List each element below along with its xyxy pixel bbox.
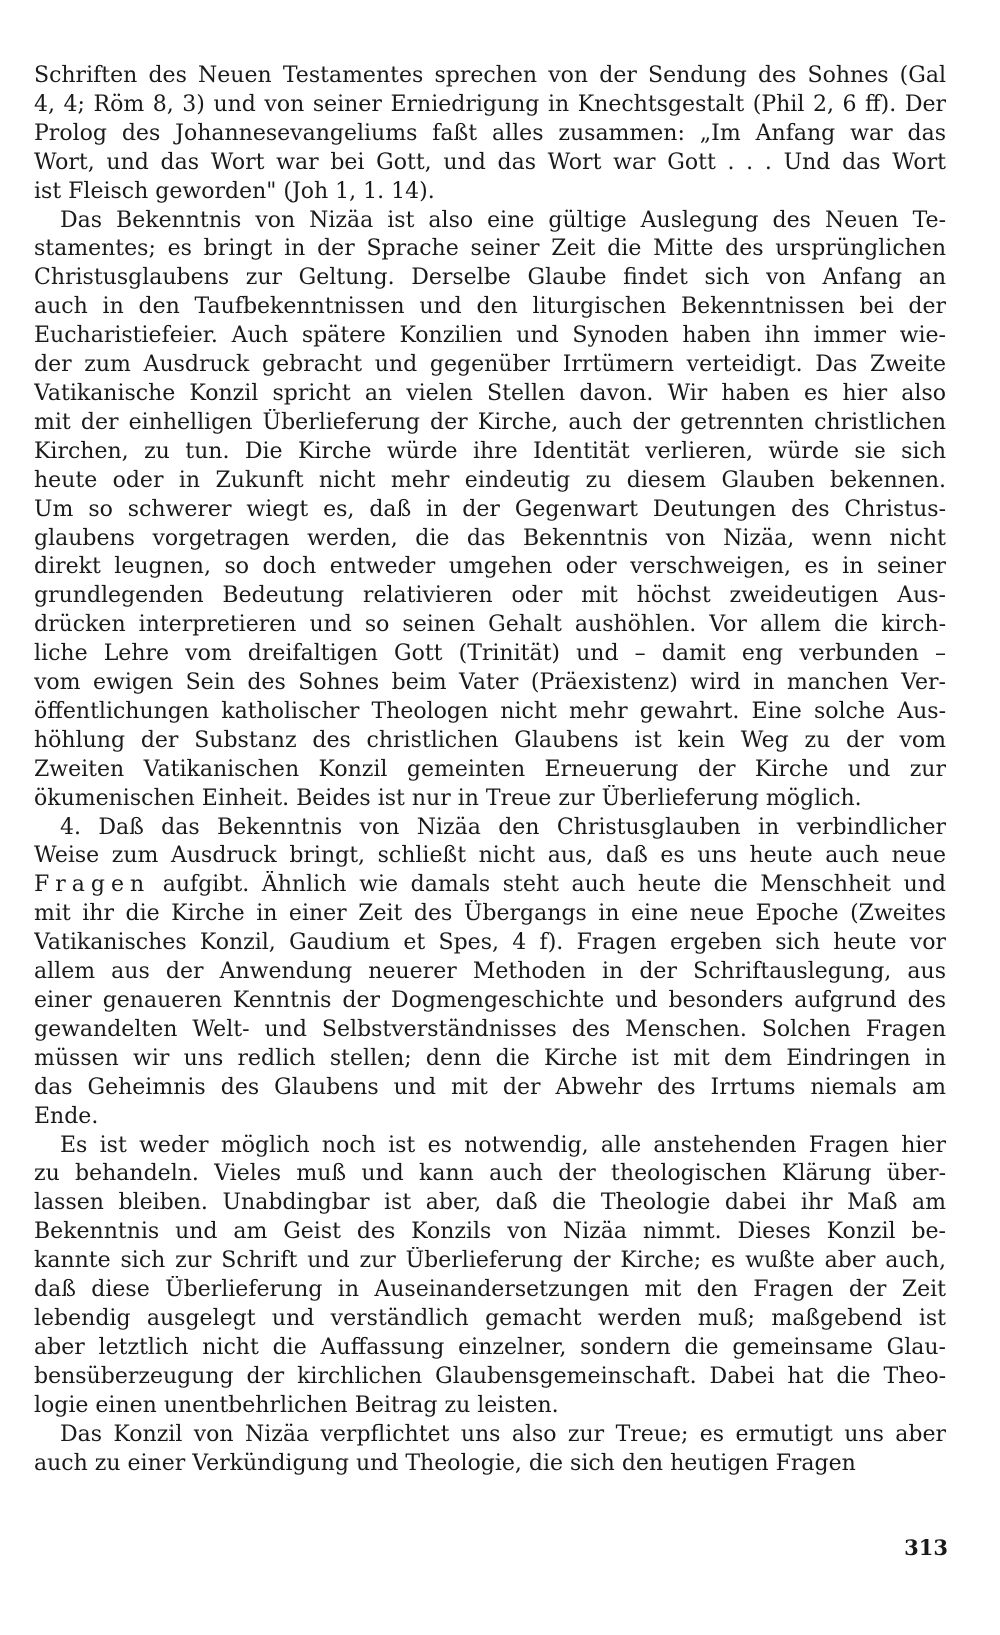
text-line: müssen wir uns redlich stellen; denn die Kirche ist mit dem Eindringen in [34, 1045, 946, 1071]
text-line: grundlegenden Bedeutung relativieren oder mit höchst zweideutigen Aus- [34, 583, 946, 609]
paragraph [34, 62, 946, 207]
text-line: auch zu einer Verkündigung und Theologie, die sich den heutigen Fragen [34, 1450, 856, 1476]
text-line: heute oder in Zukunft nicht mehr eindeutig zu diesem Glauben bekennen. [34, 467, 946, 493]
text-line: stamentes; es bringt in der Sprache seiner Zeit die Mitte des ursprünglichen [34, 236, 946, 262]
text-line: aber letztlich nicht die Auffassung einzelner, sondern die gemeinsame Glau- [34, 1334, 946, 1360]
paragraph [34, 814, 946, 1132]
text-line: daß diese Überlieferung in Auseinandersetzungen mit den Fragen der Zeit [34, 1277, 946, 1303]
text-line: Eucharistiefeier. Auch spätere Konzilien und Synoden haben ihn immer wie- [34, 323, 946, 349]
text-line: mit der einhelligen Überlieferung der Kirche, auch der getrennten christlichen [34, 409, 946, 435]
text-line: Christusglaubens zur Geltung. Derselbe Glaube findet sich von Anfang an [34, 265, 946, 291]
text-line: auch in den Taufbekenntnissen und den liturgischen Bekenntnissen bei der [34, 294, 946, 320]
text-line: logie einen unentbehrlichen Beitrag zu leisten. [34, 1392, 559, 1418]
text-line: ökumenischen Einheit. Beides ist nur in Treue zur Überlieferung möglich. [34, 785, 862, 811]
text-line: öffentlichungen katholischer Theologen nicht mehr gewahrt. Eine solche Aus- [34, 698, 946, 724]
page-number: 313 [904, 1535, 948, 1560]
text-line: Um so schwerer wiegt es, daß in der Gegenwart Deutungen des Christus- [34, 496, 946, 522]
text-line: 4, 4; Röm 8, 3) und von seiner Erniedrigung in Knechtsgestalt (Phil 2, 6 ff). Der [34, 91, 946, 117]
text-line: Zweiten Vatikanischen Konzil gemeinten Erneuerung der Kirche und zur [34, 756, 946, 782]
text-line: der zum Ausdruck gebracht und gegenüber Irrtümern verteidigt. Das Zweite [34, 352, 946, 378]
paragraph [34, 1132, 946, 1421]
text-line: ist Fleisch geworden" (Joh 1, 1. 14). [34, 178, 435, 204]
text-line: lassen bleiben. Unabdingbar ist aber, daß die Theologie dabei ihr Maß am [34, 1190, 946, 1216]
text-line: einer genaueren Kenntnis der Dogmengeschichte und besonders aufgrund des [34, 988, 946, 1013]
paragraph [34, 207, 946, 814]
text-line: Es ist weder möglich noch ist es notwendig, alle anstehenden Fragen hier [60, 1132, 946, 1158]
text-line: zu behandeln. Vieles muß und kann auch der theologischen Klärung über- [34, 1161, 946, 1187]
text-line: Weise zum Ausdruck bringt, schließt nicht aus, daß es uns heute auch neue [34, 843, 946, 869]
text-line: mit ihr die Kirche in einer Zeit des Übergangs in eine neue Epoche (Zweites [34, 901, 946, 927]
text-line: 4. Daß das Bekenntnis von Nizäa den Christusglauben in verbindlicher [60, 814, 946, 840]
text-line: höhlung der Substanz des christlichen Glaubens ist kein Weg zu der vom [34, 727, 946, 753]
document-page [34, 62, 946, 1478]
paragraph [34, 1421, 946, 1479]
text-line: liche Lehre vom dreifaltigen Gott (Trinität) und – damit eng verbunden – [34, 641, 946, 667]
text-line: das Geheimnis des Glaubens und mit der Abwehr des Irrtums niemals am [34, 1074, 946, 1100]
text-line: kannte sich zur Schrift und zur Überlieferung der Kirche; es wußte aber auch, [34, 1248, 946, 1274]
text-line: drücken interpretieren und so seinen Gehalt aushöhlen. Vor allem die kirch- [34, 612, 946, 638]
text-line: Das Bekenntnis von Nizäa ist also eine gültige Auslegung des Neuen Te- [60, 207, 946, 233]
text-line: Schriften des Neuen Testamentes sprechen von der Sendung des Sohnes (Gal [34, 63, 946, 88]
text-line: direkt leugnen, so doch entweder umgehen oder verschweigen, es in seiner [34, 554, 946, 580]
text-line: Bekenntnis und am Geist des Konzils von Nizäa nimmt. Dieses Konzil be- [34, 1219, 946, 1245]
text-line: lebendig ausgelegt und verständlich gemacht werden muß; maßgebend ist [34, 1305, 946, 1331]
text-line: glaubens vorgetragen werden, die das Bekenntnis von Nizäa, wenn nicht [34, 525, 946, 551]
text-line: Prolog des Johannesevangeliums faßt alles zusammen: „Im Anfang war das [34, 120, 946, 146]
text-line: Vatikanisches Konzil, Gaudium et Spes, 4 f). Fragen ergeben sich heute vor [34, 930, 946, 956]
text-line: allem aus der Anwendung neuerer Methoden in der Schriftauslegung, aus [34, 959, 946, 985]
text-line: Das Konzil von Nizäa verpflichtet uns also zur Treue; es ermutigt uns aber [60, 1421, 946, 1447]
text-line: vom ewigen Sein des Sohnes beim Vater (Präexistenz) wird in manchen Ver- [34, 670, 946, 696]
text-line: gewandelten Welt- und Selbstverständnisses des Menschen. Solchen Fragen [34, 1016, 946, 1042]
emphasized-word: Fragen [34, 872, 151, 898]
document-body [34, 62, 946, 1478]
text-line: Fragen aufgibt. Ähnlich wie damals steht auch heute die Menschheit und [34, 872, 946, 898]
text-line: Kirchen, zu tun. Die Kirche würde ihre Identität verlieren, würde sie sich [34, 438, 946, 464]
text-line: Ende. [34, 1103, 99, 1129]
text-line: Wort, und das Wort war bei Gott, und das Wort war Gott . . . Und das Wort [34, 149, 946, 175]
text-line: bensüberzeugung der kirchlichen Glaubensgemeinschaft. Dabei hat die Theo- [34, 1363, 946, 1389]
text-line: Vatikanische Konzil spricht an vielen Stellen davon. Wir haben es hier also [34, 380, 946, 406]
